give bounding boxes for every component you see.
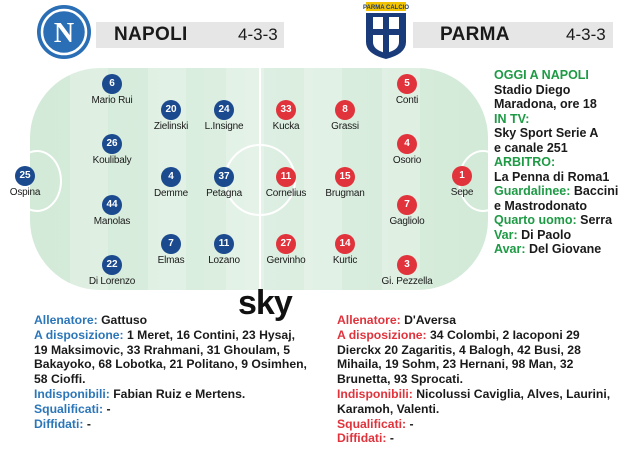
player-name: Kucka	[272, 121, 300, 132]
away-suspended: -	[409, 416, 414, 431]
fourth-official-label: Quarto uomo:	[494, 213, 577, 227]
away-warned: -	[389, 431, 394, 446]
player-number: 25	[15, 166, 35, 186]
player-name: Sepe	[450, 187, 474, 198]
player-name: Zielinski	[153, 121, 189, 132]
svg-text:PARMA CALCIO: PARMA CALCIO	[363, 5, 409, 11]
player-number: 7	[161, 234, 181, 254]
linesmen-cont: e Mastrodonato	[494, 198, 588, 213]
tv-line: e canale 251	[494, 140, 568, 155]
player-number: 14	[335, 234, 355, 254]
player-name: Ospina	[9, 187, 41, 198]
away-details	[337, 313, 629, 446]
linesmen: Baccini	[573, 184, 619, 198]
home-coach: Gattuso	[101, 313, 148, 327]
player-name: Gi. Pezzella	[381, 276, 433, 287]
player-name: Gervinho	[266, 255, 306, 266]
away-coach-label: Allenatore:	[337, 313, 401, 327]
player-number: 3	[397, 255, 417, 275]
player-name: Grassi	[331, 121, 359, 132]
player-name: Manolas	[93, 216, 131, 227]
away-unavailable: Nicolussi Caviglia, Alves, Laurini,	[416, 386, 611, 401]
player-number: 8	[335, 100, 355, 120]
napoli-crest-icon	[36, 4, 92, 60]
player-number: 22	[102, 255, 122, 275]
player-name: Elmas	[157, 255, 185, 266]
player-number: 20	[161, 100, 181, 120]
venue-line: Maradona, ore 18	[494, 97, 597, 111]
home-suspended: -	[106, 401, 111, 416]
player-name: Di Lorenzo	[88, 276, 136, 287]
player-name: Koulibaly	[92, 155, 132, 166]
away-unavailable-label: Indisponibili:	[337, 386, 413, 401]
player-name: Mario Rui	[91, 95, 133, 106]
player-number: 44	[102, 195, 122, 215]
match-info-panel	[494, 68, 633, 257]
player-name: Conti	[395, 95, 419, 106]
tv-label: IN TV:	[494, 111, 530, 126]
home-coach-label: Allenatore:	[34, 313, 98, 327]
player-number: 1	[452, 166, 472, 186]
home-bench-line: 1 Meret, 16 Contini, 23 Hysaj,	[127, 327, 295, 342]
player-name: Demme	[153, 188, 189, 199]
fourth-official: Serra	[580, 213, 613, 227]
home-unavailable-label: Indisponibili:	[34, 386, 110, 401]
player-number: 27	[276, 234, 296, 254]
avar-label: Avar:	[494, 242, 526, 256]
player-number: 7	[397, 195, 417, 215]
player-name: Petagna	[206, 188, 242, 199]
player-name: Gagliolo	[389, 216, 425, 227]
player-number: 11	[276, 167, 296, 187]
player-number: 33	[276, 100, 296, 120]
player-name: Kurtic	[332, 255, 358, 266]
referee-label: ARBITRO:	[494, 155, 556, 169]
home-bench-line: 19 Maksimovic, 33 Rrahmani, 31 Ghoulam, 5	[34, 342, 291, 357]
var-label: Var:	[494, 227, 518, 242]
player-number: 6	[102, 74, 122, 94]
tv-line: Sky Sport Serie A	[494, 126, 599, 140]
player-name: L.Insigne	[204, 121, 244, 132]
away-bench-line: Brunetta, 93 Sprocati.	[337, 372, 463, 387]
avar: Del Giovane	[528, 242, 602, 256]
player-number: 37	[214, 167, 234, 187]
away-bench-line: Dierckx 20 Zagaritis, 4 Balogh, 42 Busi, 28	[337, 342, 581, 357]
home-penalty-arc	[30, 150, 62, 212]
home-bench-line: Bakayoko, 68 Lobotka, 21 Politano, 9 Osimhen,	[34, 357, 307, 372]
player-number: 5	[397, 74, 417, 94]
home-unavailable: Fabian Ruiz e Mertens.	[113, 386, 246, 401]
away-coach: D'Aversa	[404, 313, 456, 327]
player-number: 11	[214, 234, 234, 254]
player-number: 4	[161, 167, 181, 187]
svg-text:N: N	[53, 18, 75, 49]
linesmen-label: Guardalinee:	[494, 184, 571, 198]
home-bench-line: 58 Cioffi.	[34, 372, 86, 387]
player-number: 4	[397, 134, 417, 154]
home-details	[34, 313, 326, 431]
parma-crest-icon	[363, 2, 409, 60]
var: Di Paolo	[521, 227, 572, 242]
player-name: Lozano	[208, 255, 240, 266]
sky-logo: sky	[238, 284, 292, 322]
home-warned-label: Diffidati:	[34, 416, 84, 431]
venue-label: OGGI A NAPOLI	[494, 68, 589, 82]
referee: La Penna di Roma1	[494, 169, 610, 184]
away-team-name: PARMA	[440, 24, 510, 45]
home-suspended-label: Squalificati:	[34, 401, 104, 416]
away-unavailable-cont: Karamoh, Valenti.	[337, 401, 440, 416]
player-number: 24	[214, 100, 234, 120]
player-number: 26	[102, 134, 122, 154]
away-bench-line: Mihaila, 19 Sohm, 23 Hernani, 98 Man, 32	[337, 357, 574, 372]
home-warned: -	[86, 416, 91, 431]
player-name: Cornelius	[265, 188, 307, 199]
home-formation: 4-3-3	[238, 25, 278, 44]
away-bench-line: 34 Colombi, 2 Iacoponi 29	[430, 327, 580, 342]
player-number: 15	[335, 167, 355, 187]
away-warned-label: Diffidati:	[337, 431, 387, 446]
venue-line: Stadio Diego	[494, 82, 571, 97]
player-name: Brugman	[325, 188, 365, 199]
home-bench-label: A disposizione:	[34, 327, 124, 342]
home-team-name: NAPOLI	[114, 24, 188, 45]
away-formation: 4-3-3	[566, 25, 606, 44]
away-bench-label: A disposizione:	[337, 327, 427, 342]
player-name: Osorio	[392, 155, 422, 166]
away-suspended-label: Squalificati:	[337, 416, 407, 431]
